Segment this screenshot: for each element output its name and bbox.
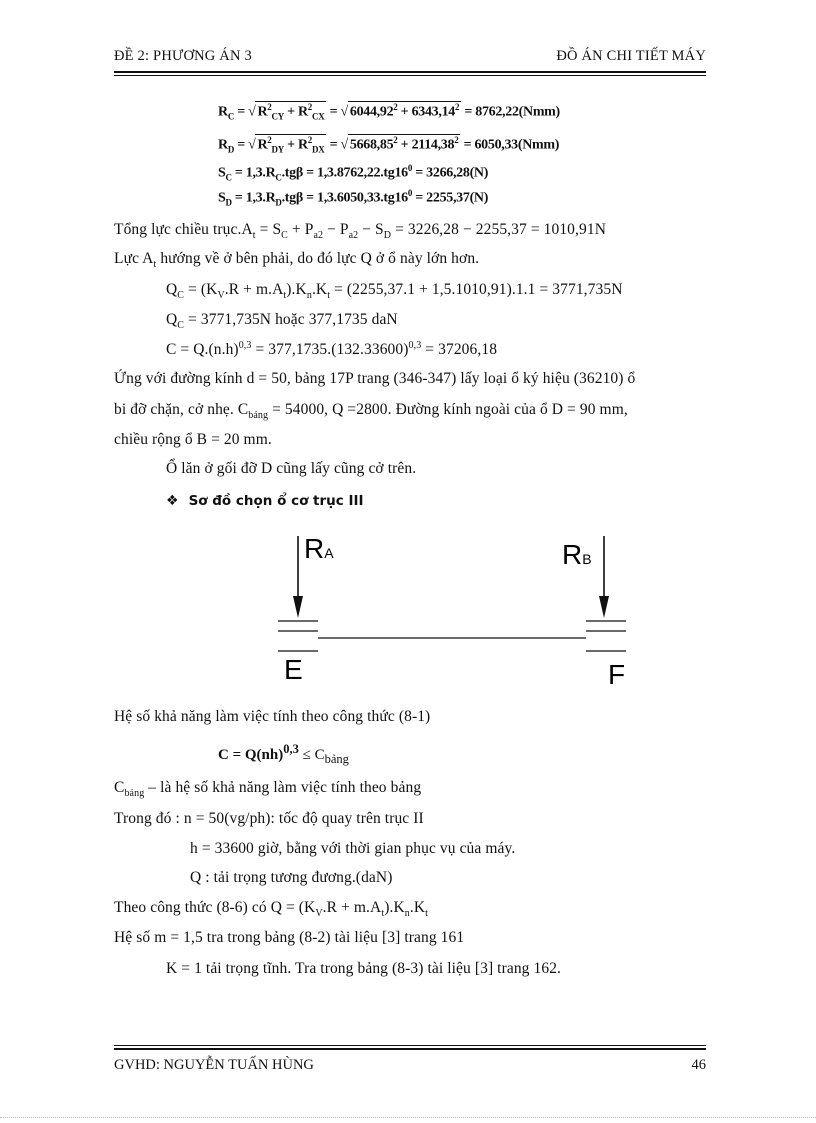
text-m-coefficient: Hệ số m = 1,5 tra trong bảng (8-2) tài liệu [3] trang 161: [114, 929, 465, 946]
header-rule-thin: [114, 75, 706, 76]
diamond-bullet-icon: ❖: [166, 493, 179, 509]
formula-capacity: $C = Q(nh)^{0,3} \le C_{bảng}$: [218, 742, 349, 766]
arrow-head-right-icon: [599, 596, 609, 618]
section-heading: ❖ Sơ đồ chọn ổ cơ trục III: [166, 493, 364, 509]
footer-supervisor: GVHD: NGUYỄN TUẤN HÙNG: [114, 1057, 314, 1073]
footer-rule-thin: [114, 1045, 706, 1046]
text-where-n: Trong đó : n = 50(vg/ph): tốc độ quay trên trục II: [114, 810, 424, 827]
label-rb: RB: [562, 539, 592, 570]
text-axial-force: Tổng lực chiều $trục.A_t = S_C + P_{a2} - P_{a2} - S_D = 3226,28 - 2255,37 = 1010,91N$: [114, 221, 607, 242]
text-qc-formula: $Q_C = (K_V.R + m.A_t).K_n.K_t = (2255,37.1 + 1,5.1010,91).1.1 = 3771,735N$: [166, 281, 623, 302]
equation-rc: $R_C$ = √ $R^2_{CY} + R^2_{CX}$ = √ $6044,92^2 + 6343,14^2 = 8762,22(Nmm)$: [218, 102, 560, 122]
label-ra: RA: [304, 533, 334, 564]
text-coefficient-intro: Hệ số khả năng làm việc tính theo công thức (8-1): [114, 708, 431, 725]
equation-sc: $S_C = 1,3.R_C.tg\beta = 1,3.8762,22.tg16^0 = 3266,28(N)$: [218, 163, 489, 183]
text-c-bang: $C_{bảng}$ – là hệ số khả năng làm việc tính theo bảng: [114, 779, 422, 800]
text-formula-8-6: Theo công thức (8-6) có $Q = (K_V.R + m.A_t).K_n.K_t$: [114, 899, 429, 920]
text-qc-value: $Q_C = 3771,735N$ hoặc 377,1735 daN: [166, 311, 398, 332]
text-h: h = 33600 giờ, bằng với thời gian phục vụ của máy.: [190, 840, 516, 857]
label-e: E: [284, 654, 303, 685]
header-rule-thick: [114, 71, 706, 73]
label-f: F: [608, 659, 626, 688]
text-bearing-select-2: bi đỡ chặn, cở nhẹ. $C_{bảng} = 54000$, Q =2800. Đường kính ngoài của ổ D = 90 mm,: [114, 401, 628, 422]
text-bearing-select-1: Ứng với đường kính d = 50, bảng 17P trang (346-347) lấy loại ổ ký hiệu (36210) ổ: [114, 370, 636, 387]
text-q: Q : tải trọng tương đương.(daN): [190, 869, 393, 886]
header-left: ĐỀ 2: PHƯƠNG ÁN 3: [114, 48, 252, 64]
page-header: [114, 48, 706, 70]
shaft-diagram: [270, 528, 640, 688]
header-right: ĐỒ ÁN CHI TIẾT MÁY: [556, 48, 706, 64]
page-number: 46: [691, 1057, 706, 1073]
text-bearing-width: chiều rộng ổ B = 20 mm.: [114, 431, 272, 448]
arrow-head-left-icon: [293, 596, 303, 618]
text-c-value: $C = Q.(n.h)^{0,3} = 377,1735.(132.33600)^{0,3} = 37206,18$: [166, 340, 498, 359]
text-force-direction: Lực $A_t$ hướng về ở bên phải, do đó lực Q ở ổ này lớn hơn.: [114, 250, 480, 271]
page-bottom-edge: [0, 1117, 816, 1118]
equation-rd: $R_D$ = √ $R^2_{DY} + R^2_{DX}$ = √ $5668,85^2 + 2114,38^2 = 6050,33(Nmm)$: [218, 135, 560, 155]
equation-sd: $S_D = 1,3.R_D.tg\beta = 1,3.6050,33.tg16^0 = 2255,37(N)$: [218, 188, 489, 208]
footer-rule-thick: [114, 1048, 706, 1050]
text-bearing-d: Ổ lăn ở gối đỡ D cũng lấy cũng cở trên.: [166, 460, 417, 477]
text-k-coefficient: K = 1 tải trọng tĩnh. Tra trong bảng (8-3) tài liệu [3] trang 162.: [166, 960, 562, 977]
